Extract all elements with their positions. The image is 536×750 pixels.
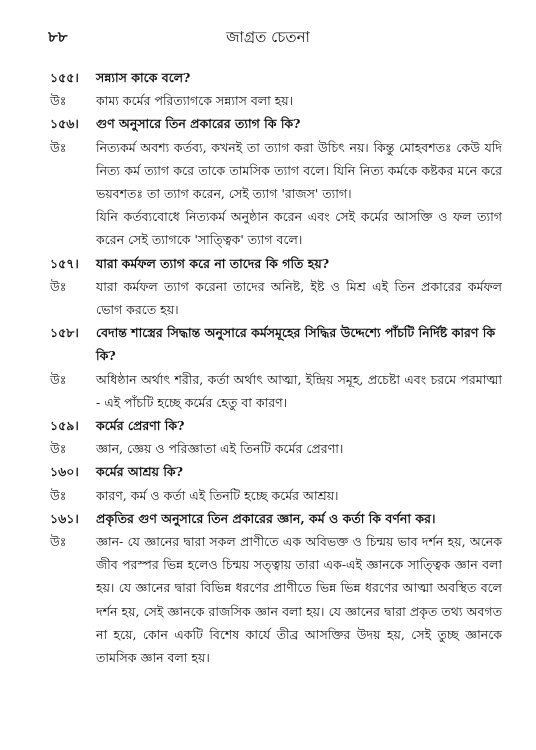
answer-text: [96, 437, 502, 460]
question-text: কর্মের আশ্রয় কি?: [96, 464, 183, 480]
answer-label: উঃ: [50, 139, 67, 155]
question-text: প্রকৃতির গুণ অনুসারে তিন প্রকারের জ্ঞান, কর্ম ও কর্তা কি বর্ণনা কর।: [96, 510, 436, 526]
question-text: সন্ন্যাস কাকে বলে?: [96, 70, 191, 85]
question-number: ১৫৮।: [50, 325, 79, 341]
qa-entry: [50, 66, 502, 112]
answer-paragraph: যিনি কর্তব্যবোধে নিত্যকর্ম অনুষ্ঠান করেন এবং সেই কর্মের আসক্তি ও ফল ত্যাগ করেন সেই ত্যাগকে 'সাত্ত্বিক' ত্যাগ বলে।: [96, 209, 502, 248]
answer-text: [96, 484, 502, 507]
answer-paragraph: জ্ঞান, জ্ঞেয় ও পরিজ্ঞাতা এই তিনটি কর্মের প্রেরণা।: [96, 441, 344, 457]
qa-entry: [50, 414, 502, 460]
answer-label: উঃ: [50, 371, 67, 387]
answer-label: উঃ: [50, 487, 67, 503]
answer-paragraph: নিত্যকর্ম অবশ্য কর্তব্য, কখনই তা ত্যাগ করা উচিৎ নয়। কিন্তু মোহবশতঃ কেউ যদি নিত্য কর্ম ত্যাগ করে তাকে তামসিক ত্যাগ বলে। যিনি নিত্য কর্মকে কষ্টকর মনে করে ভয়বশতঃ তা ত্যাগ করেন, সেই ত্যাগ 'রাজস' ত্যাগ।: [96, 139, 502, 202]
answer-label: উঃ: [50, 534, 67, 550]
qa-entry: [50, 252, 502, 322]
answer-paragraph: কারণ, কর্ম ও কর্তা এই তিনটি হচ্ছে কর্মের আশ্রয়।: [96, 487, 339, 503]
qa-entry: [50, 507, 502, 669]
answer-paragraph: যারা কর্মফল ত্যাগ করেনা তাদের অনিষ্ট, ইষ্ট ও মিশ্র এই তিন প্রকারের কর্মফল ভোগ করতে হয়।: [96, 278, 502, 318]
answer-text: [96, 368, 502, 414]
question-text: গুণ অনুসারে তিন প্রকারের ত্যাগ কি কি?: [96, 116, 301, 132]
answer-label: উঃ: [50, 441, 67, 457]
answer-paragraph: কাম্য কর্মের পরিত্যাগকে সন্ন্যাস বলা হয়।: [96, 93, 294, 109]
qa-entry: [50, 112, 502, 251]
answer-text: [96, 275, 502, 321]
answer-text: [96, 136, 502, 252]
page-header: [48, 26, 488, 48]
answer-text: [96, 89, 502, 112]
answer-paragraph: জ্ঞান- যে জ্ঞানের দ্বারা সকল প্রাণীতে এক অবিভক্ত ও চিন্ময় ভাব দর্শন হয়, অনেক জীব পরস্পর ভিন্ন হলেও চিন্ময় সত্ত্বায় তারা এক-এই জ্ঞানকে সাত্ত্বিক জ্ঞান বলা হয়। যে জ্ঞানের দ্বারা বিভিন্ন ধরণের প্রাণীতে ভিন্ন ভিন্ন ধরণের আত্মা অবস্থিত বলে দর্শন হয়, সেই জ্ঞানকে রাজসিক জ্ঞান বলা হয়। যে জ্ঞানের দ্বারা প্রকৃত তথ্য অবগত না হয়ে, কোন একটি বিশেষ কার্যে তীব্র আসক্তির উদয় হয়, সেই তুচ্ছ জ্ঞানকে তামসিক জ্ঞান বলা হয়।: [96, 534, 502, 666]
question-number: ১৫৬।: [50, 116, 79, 132]
question-number: ১৫৯।: [50, 418, 79, 434]
question-number: ১৫৭।: [50, 255, 79, 271]
question-number: ১৫৫।: [50, 70, 79, 85]
answer-label: উঃ: [50, 93, 67, 109]
question-number: ১৬১।: [50, 510, 79, 526]
running-title: জাগ্রত চেতনা: [226, 28, 310, 46]
question-number: ১৬০।: [50, 464, 79, 480]
question-text: যারা কর্মফল ত্যাগ করে না তাদের কি গতি হয়?: [96, 255, 330, 271]
question-text: কর্মের প্রেরণা কি?: [96, 418, 185, 434]
answer-label: উঃ: [50, 278, 67, 294]
qa-entry: [50, 460, 502, 506]
page-number: ৮৮: [48, 28, 68, 46]
qa-list: [50, 66, 502, 669]
question-text: বেদান্ত শাস্ত্রের সিদ্ধান্ত অনুসারে কর্মসমূহের সিদ্ধির উদ্দেশ্যে পাঁচটি নির্দিষ্ট কারণ কি কি?: [96, 325, 496, 364]
qa-entry: [50, 321, 502, 414]
answer-paragraph: অধিষ্ঠান অর্থাৎ শরীর, কর্তা অর্থাৎ আত্মা, ইন্দ্রিয় সমূহ, প্রচেষ্টা এবং চরমে পরমাত্মা - এই পাঁচটি হচ্ছে কর্মের হেতু বা কারণ।: [96, 371, 502, 410]
answer-text: [96, 530, 502, 669]
